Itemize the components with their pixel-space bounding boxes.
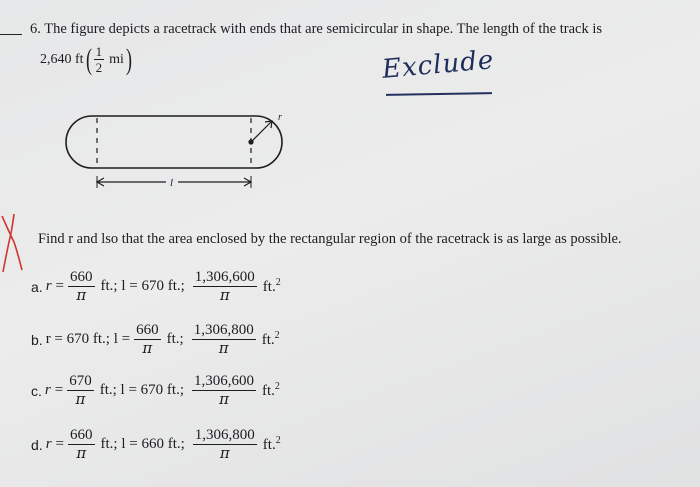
length-value: 2,640 ft [40,51,84,67]
question-text: The figure depicts a racetrack with ends that are semicircular in shape. The length of the track is [44,21,603,37]
choice-label: c. [31,382,42,399]
var-r: r [45,436,52,452]
r-fraction: $\frac{660}{\pi}$ [70,427,93,462]
track-length [40,42,134,76]
racetrack-figure [60,108,300,200]
question-number: 6. [30,21,41,37]
choice-a[interactable]: a. r = $\frac{660}{\pi}$ ft.; l = 670 ft.; $\frac{1,306,600}{\pi}$ ft.$^2$ [31,269,281,304]
radius-line [251,121,272,142]
area-unit: ft.$^2$ [261,330,280,348]
radius-label: r [278,112,282,123]
answer-blank-line [0,34,22,35]
choice-middle: ft.; l = 660 ft.; [100,436,185,452]
choice-label: d. [31,436,43,453]
handwritten-underline [386,92,492,96]
choice-d[interactable]: d. r = $\frac{660}{\pi}$ ft.; l = 660 ft.; $\frac{1,306,800}{\pi}$ ft.$^2$ [31,427,281,462]
choice-middle: ft.; l = 670 ft.; [100,278,185,294]
choice-c[interactable]: c. r = $\frac{670}{\pi}$ ft.; l = 670 ft.; $\frac{1,306,600}{\pi}$ ft.$^2$ [31,373,280,408]
length-label: l [170,177,174,189]
area-unit: ft.$^2$ [262,277,281,295]
choice-label: b. [31,331,43,348]
r-fraction: $\frac{670}{\pi}$ [69,373,92,408]
area-fraction: $\frac{1,306,600}{\pi}$ [194,269,255,304]
right-paren: ) [125,42,132,76]
var-r: r [44,382,51,398]
var-r: r [45,278,52,294]
choice-middle: ft.; [166,331,184,347]
l-fraction: $\frac{660}{\pi}$ [136,322,159,357]
choice-middle: ft.; l = 670 ft.; [99,382,184,398]
length-unit: mi [109,51,124,67]
r-fraction: $\frac{660}{\pi}$ [70,269,93,304]
choice-b[interactable] [31,323,280,356]
red-x-mark [0,212,26,274]
left-paren: ( [85,42,92,76]
area-unit: ft.$^2$ [262,381,280,399]
area-fraction: $\frac{1,306,800}{\pi}$ [193,322,254,357]
choice-prefix: r = 670 ft.; l = [45,331,131,347]
handwritten-exclude-note: Exclude [380,45,496,85]
choice-label: a. [31,278,43,295]
area-fraction: $\frac{1,306,800}{\pi}$ [194,427,255,462]
question-line [30,21,602,38]
area-fraction: $\frac{1,306,600}{\pi}$ [194,373,254,408]
half-fraction: $\frac{1}{2}$ [95,44,103,75]
area-unit: ft.$^2$ [262,435,281,453]
find-statement: Find r and lso that the area enclosed by the rectangular region of the racetrack is as large as possible. [38,231,622,247]
